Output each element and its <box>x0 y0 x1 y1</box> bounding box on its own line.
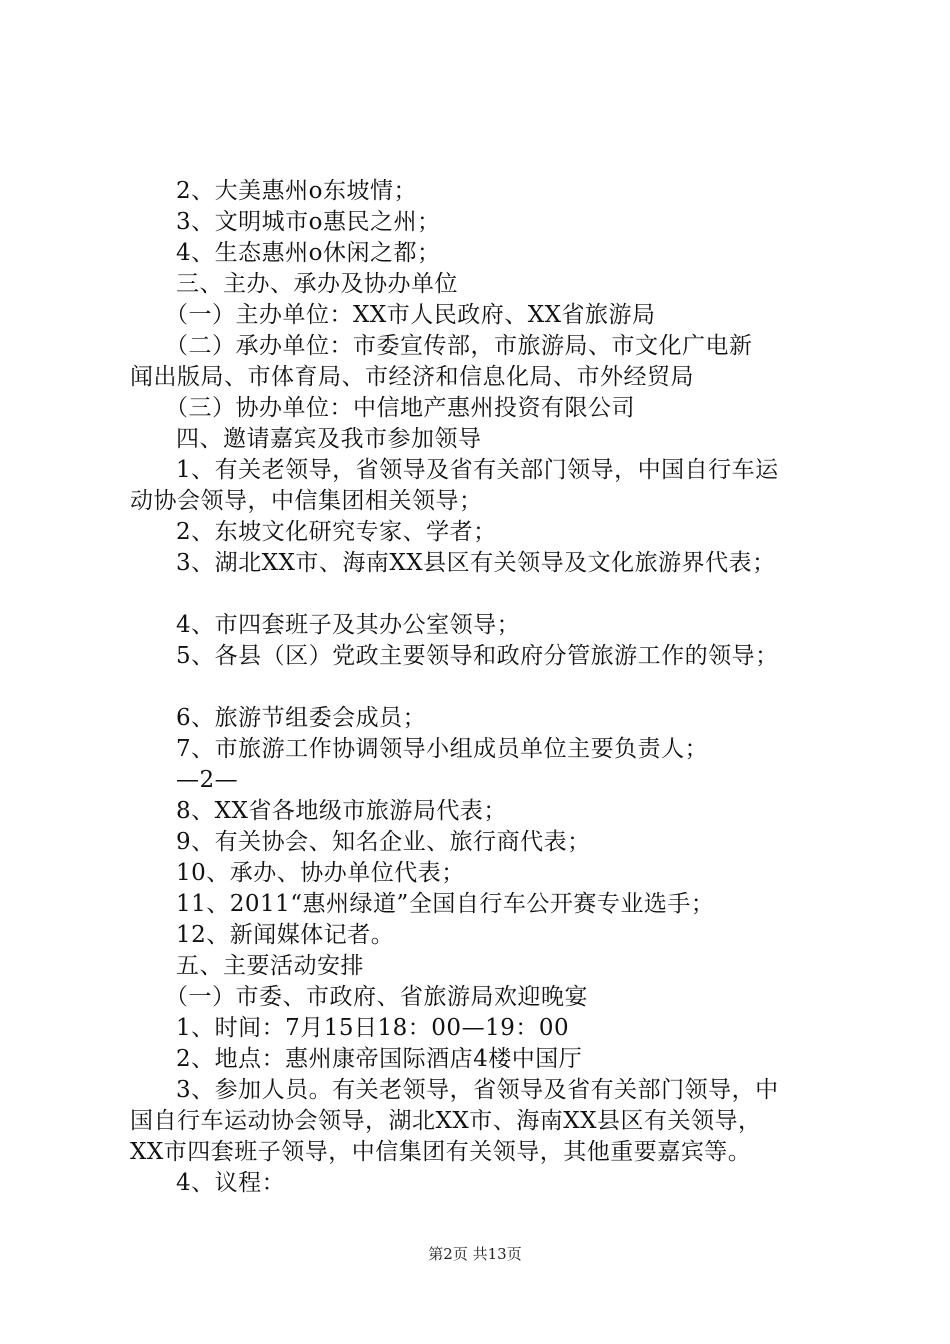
paragraph-continuation: XX市四套班子领导，中信集团有关领导，其他重要嘉宾等。 <box>130 1139 752 1165</box>
paragraph-continuation: 动协会领导，中信集团相关领导； <box>130 488 483 514</box>
list-item: 9、有关协会、知名企业、旅行商代表； <box>176 829 591 855</box>
section-heading: 五、主要活动安排 <box>176 953 364 979</box>
list-item: 10、承办、协办单位代表； <box>176 860 465 886</box>
section-heading: 四、邀请嘉宾及我市参加领导 <box>176 426 482 452</box>
section-heading: 三、主办、承办及协办单位 <box>176 271 458 297</box>
list-item: 2、地点：惠州康帝国际酒店4楼中国厅 <box>176 1046 583 1072</box>
list-item: 4、议程： <box>176 1170 286 1196</box>
list-item: 12、新闻媒体记者。 <box>176 922 395 948</box>
paragraph-continuation: 闻出版局、市体育局、市经济和信息化局、市外经贸局 <box>130 364 694 390</box>
list-item: 4、生态惠州o休闲之都； <box>176 240 441 266</box>
list-item: 6、旅游节组委会成员； <box>176 705 427 731</box>
list-item: 3、参加人员。有关老领导，省领导及省有关部门领导，中 <box>176 1077 779 1103</box>
list-item: 2、大美惠州o东坡情； <box>176 178 417 204</box>
list-item: 11、2011“惠州绿道”全国自行车公开赛专业选手； <box>176 891 715 917</box>
list-item: 2、东坡文化研究专家、学者； <box>176 519 497 545</box>
paragraph-continuation: 国自行车运动协会领导，湖北XX市、海南XX县区有关领导， <box>130 1108 762 1134</box>
list-item: 8、XX省各地级市旅游局代表； <box>176 798 507 824</box>
list-item: 1、时间：7月15日18：00—19：00 <box>176 1015 570 1041</box>
list-item: 7、市旅游工作协调领导小组成员单位主要负责人； <box>176 736 709 762</box>
list-item: 4、市四套班子及其办公室领导； <box>176 612 521 638</box>
subsection-heading: （一）主办单位：XX市人民政府、XX省旅游局 <box>165 302 656 328</box>
subsection-heading: （二）承办单位：市委宣传部，市旅游局、市文化广电新 <box>165 333 753 359</box>
list-item: 1、有关老领导，省领导及省有关部门领导，中国自行车运 <box>176 457 779 483</box>
list-item: 3、文明城市o惠民之州； <box>176 209 441 235</box>
list-item: 3、湖北XX市、海南XX县区有关领导及文化旅游界代表； <box>176 550 776 576</box>
blank-line <box>130 672 830 703</box>
subsection-heading: （一）市委、市政府、省旅游局欢迎晚宴 <box>165 984 588 1010</box>
page-marker: —2— <box>176 767 239 793</box>
page-footer: 第2页 共13页 <box>428 1245 522 1263</box>
blank-line <box>130 579 830 610</box>
subsection-heading: （三）协办单位：中信地产惠州投资有限公司 <box>165 395 635 421</box>
document-body <box>130 176 830 1199</box>
list-item: 5、各县（区）党政主要领导和政府分管旅游工作的领导； <box>176 643 779 669</box>
